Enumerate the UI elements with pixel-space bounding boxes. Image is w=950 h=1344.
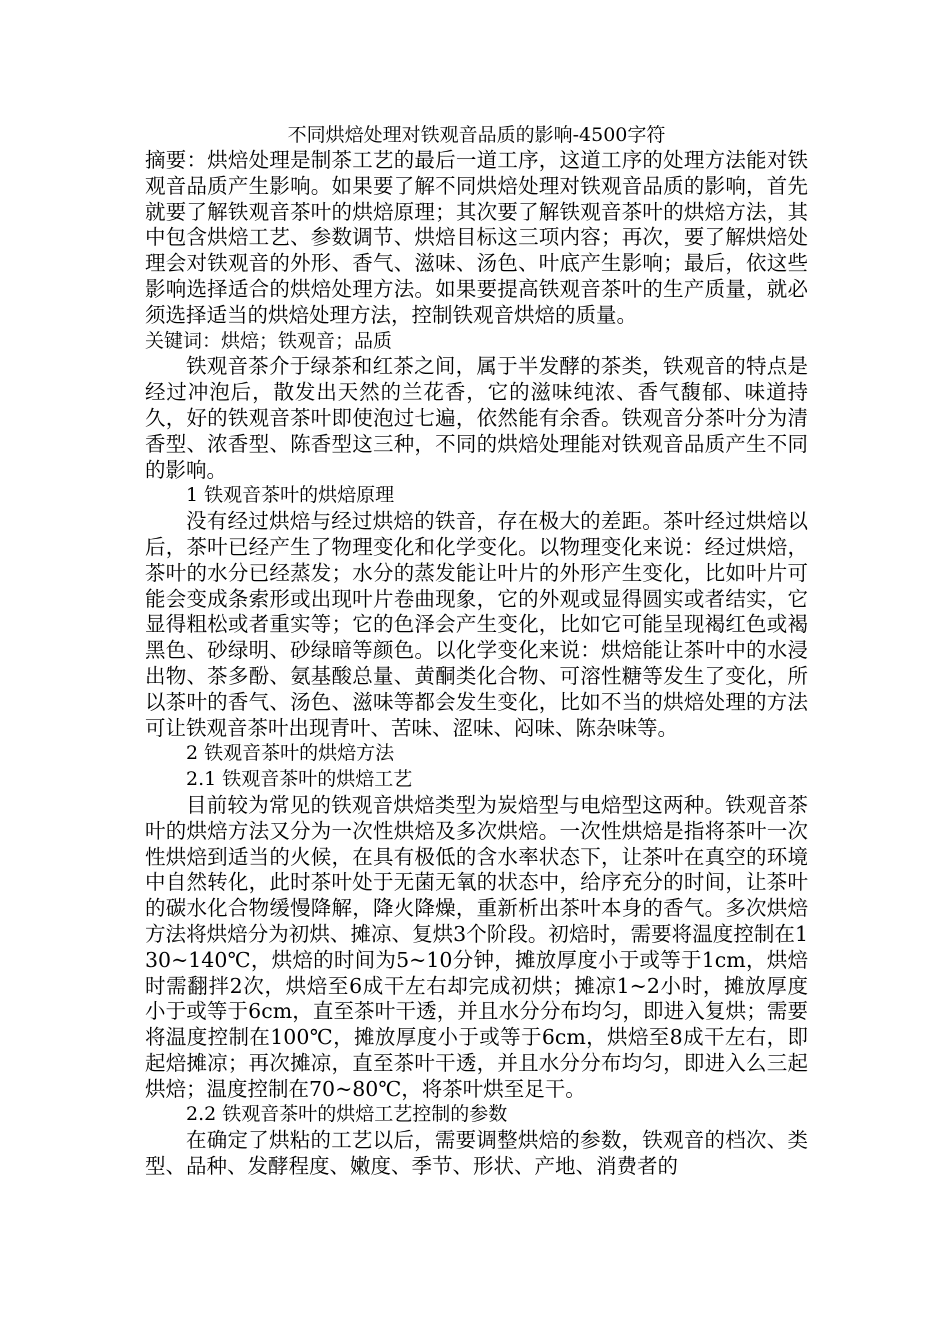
section-2-1-heading: 2.1 铁观音茶叶的烘焙工艺 [186, 768, 413, 791]
document-title: 不同烘焙处理对铁观音品质的影响-4500字符 [287, 124, 666, 146]
abstract-paragraph: 摘要：烘焙处理是制茶工艺的最后一道工序，这道工序的处理方法能对铁观音品质产生影响。如果要了解不同烘焙处理对铁观音品质的影响，首先就要了解铁观音茶叶的烘焙原理；其次要了解铁观音茶叶的烘焙方法，其中包含烘焙工艺、参数调节、烘焙目标这三项内容；再次，要了解烘焙处理会对铁观音的外形、香气、滋味、汤色、叶底产生影响；最后，依这些影响选择适合的烘焙处理方法。如果要提高铁观音茶叶的生产质量，就必须选择适当的烘焙处理方法，控制铁观音烘焙的质量。 [145, 148, 808, 327]
section-1-heading: 1 铁观音茶叶的烘焙原理 [186, 484, 395, 507]
keywords-line: 关键词：烘焙；铁观音；品质 [145, 329, 393, 352]
section-2-2-heading: 2.2 铁观音茶叶的烘焙工艺控制的参数 [186, 1103, 508, 1126]
intro-paragraph: 铁观音茶介于绿茶和红茶之间，属于半发酵的茶类，铁观音的特点是经过冲泡后，散发出天然的兰花香，它的滋味纯浓、香气馥郁、味道持久，好的铁观音茶叶即使泡过七遍，依然能有余香。铁观音分茶叶分为清香型、浓香型、陈香型这三种，不同的烘焙处理能对铁观音品质产生不同的影响。 [145, 354, 808, 482]
section-1-paragraph: 没有经过烘焙与经过烘焙的铁音，存在极大的差距。茶叶经过烘焙以后，茶叶已经产生了物理变化和化学变化。以物理变化来说：经过烘焙，茶叶的水分已经蒸发；水分的蒸发能让叶片的外形产生变化，比如叶片可能会变成条索形或出现叶片卷曲现象，它的外观或显得圆实或者结实，它显得粗松或者重实等；它的色泽会产生变化，比如它可能呈现褐红色或褐黑色、砂绿明、砂绿暗等颜色。以化学变化来说：烘焙能让茶叶中的水浸出物、茶多酚、氨基酸总量、黄酮类化合物、可溶性糖等发生了变化，所以茶叶的香气、汤色、滋味等都会发生变化，比如不当的烘焙处理的方法可让铁观音茶叶出现青叶、苦味、涩味、闷味、陈杂味等。 [145, 509, 808, 740]
section-2-1-paragraph: 目前较为常见的铁观音烘焙类型为炭焙型与电焙型这两种。铁观音茶叶的烘焙方法又分为一次性烘焙及多次烘焙。一次性烘焙是指将茶叶一次性烘焙到适当的火候，在具有极低的含水率状态下，让茶叶在真空的环境中自然转化，此时茶叶处于无菌无氧的状态中，给序充分的时间，让茶叶的碳水化合物缓慢降解，降火降燥，重新析出茶叶本身的香气。多次烘焙方法将烘焙分为初烘、摊凉、复烘3个阶段。初焙时，需要将温度控制在130~140℃，烘焙的时间为5~10分钟，摊放厚度小于或等于1cm，烘焙时需翻拌2次，烘焙至6成干左右却完成初烘；摊凉1~2小时，摊放厚度小于或等于6cm，直至茶叶干透，并且水分分布均匀，即进入复烘；需要将温度控制在100℃，摊放厚度小于或等于6cm，烘焙至8成干左右，即起焙摊凉；再次摊凉，直至茶叶干透，并且水分分布均匀，即进入么三起烘焙；温度控制在70~80℃，将茶叶烘至足干。 [145, 792, 808, 1101]
section-2-heading: 2 铁观音茶叶的烘焙方法 [186, 742, 395, 765]
section-2-2-paragraph: 在确定了烘粘的工艺以后，需要调整烘焙的参数，铁观音的档次、类型、品种、发酵程度、嫩度、季节、形状、产地、消费者的 [145, 1128, 808, 1179]
document-page [145, 122, 808, 1180]
